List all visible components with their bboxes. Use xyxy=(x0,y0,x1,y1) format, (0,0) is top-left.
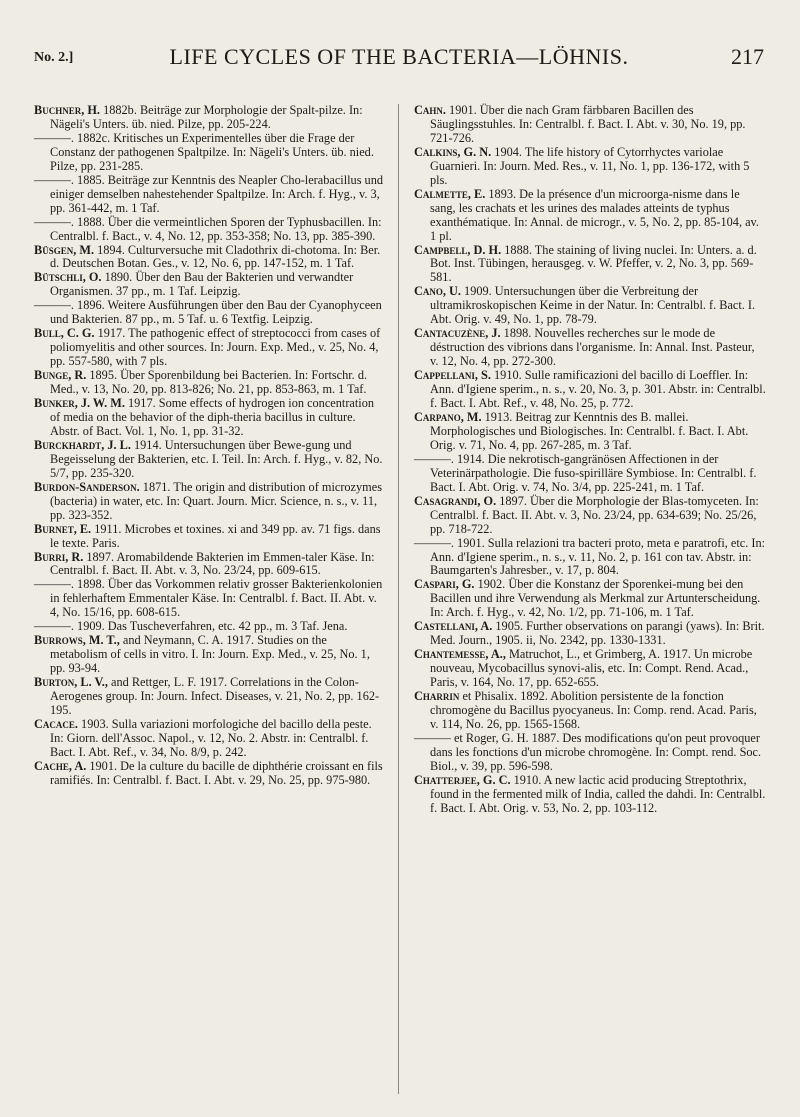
bibliography-entry xyxy=(34,174,384,216)
entry-text: 1917. Some effects of hydrogen ion concentration of media on the behavior of the diph-theria bacillus in culture. Abstr. of Bact. Vol. 1, No. 1, pp. 31-32. xyxy=(50,396,374,438)
running-title: LIFE CYCLES OF THE BACTERIA—LÖHNIS. xyxy=(169,44,629,69)
entry-text: 1911. Microbes et toxines. xi and 349 pp. av. 71 figs. dans le texte. Paris. xyxy=(50,521,381,550)
bibliography-entry xyxy=(414,495,766,537)
entry-author: Cache, A. xyxy=(34,758,87,773)
entry-text: ———. 1914. Die nekrotisch-gangränösen Affectionen in der Veterinärpathologie. Die fuso-spirilläre Symbiose. In: Centralbl. f. Bact. I. Abt. Orig. v. 74, No. 3/4, pp. 225-241, m. 1 Taf. xyxy=(414,451,757,494)
entry-author: Bull, C. G. xyxy=(34,326,95,341)
entry-author: Bunker, J. W. M. xyxy=(34,396,125,411)
bibliography-entry xyxy=(414,453,766,495)
bibliography-entry xyxy=(34,481,384,523)
entry-text: ———. 1885. Beiträge zur Kenntnis des Neapler Cho-lerabacillus und einiger demselben nahestehender Spaltpilze. In: Arch. f. Hyg., v. 3, pp. 361-442, m. 1 Taf. xyxy=(34,172,384,215)
entry-text: 1895. Über Sporenbildung bei Bacterien. In: Fortschr. d. Med., v. 13, No. 20, pp. 813-826; No. 21, pp. 853-863, m. 1 Taf. xyxy=(50,368,368,397)
entry-text: 1894. Culturversuche mit Cladothrix di-chotoma. In: Ber. d. Deutschen Botan. Ges., v. 12, No. 6, pp. 147-152, m. 1 Taf. xyxy=(50,242,381,271)
entry-text: 1898. Nouvelles recherches sur le mode de déstruction des vibrions dans l'organisme. In: Annal. Inst. Pasteur, v. 12, No. 4, pp. 272-300. xyxy=(430,326,755,369)
bibliography-entry xyxy=(34,620,384,634)
entry-author: Bunge, R. xyxy=(34,368,87,383)
bibliography-entry xyxy=(414,774,766,816)
entry-author: Cacace. xyxy=(34,716,78,731)
bibliography-entry xyxy=(34,551,384,579)
bibliography-entry xyxy=(414,537,766,579)
bibliography-entry xyxy=(34,327,384,369)
bibliography-entry xyxy=(414,578,766,620)
bibliography-entry xyxy=(34,676,384,718)
entry-author: Calmette, E. xyxy=(414,186,486,201)
bibliography-entry xyxy=(34,523,384,551)
bibliography-entry xyxy=(34,760,384,788)
entry-text: ———. 1882c. Kritisches un Experimentelles über die Frage der Constanz der pathogenen Spaltpilze. In: Nägeli's Unters. üb. nied. Pilze, pp. 231-285. xyxy=(34,130,374,173)
entry-text: 1890. Über den Bau der Bakterien und verwandter Organismen. 37 pp., m. 1 Taf. Leipzig. xyxy=(50,270,354,299)
entry-author: Chantemesse, A., xyxy=(414,647,506,662)
entry-text: 1901. Über die nach Gram färbbaren Bacillen des Säuglingsstuhles. In: Centralbl. f. Bact. I. Abt. v. 30, No. 19, pp. 721-726. xyxy=(430,103,746,145)
bibliography-entry xyxy=(414,369,766,411)
issue-number: No. 2.] xyxy=(34,50,74,65)
entry-author: Casagrandi, O. xyxy=(414,493,497,508)
column-divider xyxy=(398,104,399,1094)
entry-text: 1905. Further observations on parangi (yaws). In: Brit. Med. Journ., 1905. ii, No. 2342, pp. 1330-1331. xyxy=(430,619,765,648)
entry-author: Burton, L. V., xyxy=(34,675,108,690)
entry-text: and Neymann, C. A. 1917. Studies on the metabolism of cells in vitro. I. In: Journ. Exp. Med., v. 25, No. 1, pp. 93-94. xyxy=(50,633,370,676)
entry-text: ———. 1898. Über das Vorkommen relativ grosser Bakterienkolonien in fehlerhaftem Emmentaler Käse. In: Centralbl. f. Bact. II. Abt. v. 4, No. 15/16, pp. 608-615. xyxy=(34,577,383,620)
entry-author: Buchner, H. xyxy=(34,103,100,117)
entry-text: and Rettger, L. F. 1917. Correlations in the Colon-Aerogenes group. In: Journ. Infect. Diseases, v. 21, No. 2, pp. 162-195. xyxy=(50,675,380,717)
bibliography-entry xyxy=(414,285,766,327)
entry-text: ——— et Roger, G. H. 1887. Des modifications qu'on peut provoquer dans les fonctions d'un microbe chromogène. In: Compt. rend. Soc. Biol., v. 39, pp. 596-598. xyxy=(414,730,762,773)
entry-text: 1909. Untersuchungen über die Verbreitung der ultramikroskopischen Keime in der Natur. In: Centralbl. f. Bact. I. Abt. Orig. v. 49, No. 1, pp. 78-79. xyxy=(430,284,756,327)
entry-author: Carpano, M. xyxy=(414,409,482,424)
bibliography-entry xyxy=(34,132,384,174)
bibliography-entry xyxy=(414,732,766,774)
entry-text: ———. 1896. Weitere Ausführungen über den Bau der Cyanophyceen und Bakterien. 87 pp., m. 5 Taf. u. 6 Textfig. Leipzig. xyxy=(34,298,382,327)
entry-author: Bütschli, O. xyxy=(34,270,102,285)
bibliography-entry xyxy=(414,648,766,690)
entry-text: Matruchot, L., et Grimberg, A. 1917. Un microbe nouveau, Mycobacillus synovi-alis, etc. In: Compt. Rend. Acad., Paris, v. 164, No. 17, pp. 652-655. xyxy=(430,647,753,690)
bibliography-entry xyxy=(34,439,384,481)
entry-author: Charrin xyxy=(414,689,460,704)
entry-text: ———. 1909. Das Tuscheverfahren, etc. 42 pp., m. 3 Taf. Jena. xyxy=(34,619,348,634)
entry-author: Cappellani, S. xyxy=(414,368,491,383)
bibliography-entry xyxy=(34,104,384,132)
entry-author: Cantacuzène, J. xyxy=(414,326,501,341)
entry-text: 1913. Beitrag zur Kenntnis des B. mallei. Morphologisches und Biologisches. In: Centralbl. f. Bact. I. Abt. Orig. v. 71, No. 4, pp. 267-285, m. 3 Taf. xyxy=(430,409,749,452)
entry-author: Chatterjee, G. C. xyxy=(414,772,511,787)
entry-text: 1914. Untersuchungen über Bewe-gung und Begeisselung der Bakterien, etc. I. Teil. In: Arch. f. Hyg., v. 82, No. 5/7, pp. 235-320. xyxy=(50,437,383,480)
bibliography-entry xyxy=(414,104,766,146)
entry-author: Caspari, G. xyxy=(414,577,475,592)
entry-author: Burdon-Sanderson. xyxy=(34,479,140,494)
entry-text: et Phisalix. 1892. Abolition persistente de la fonction chromogène du Bacillus pyocyaneus. In: Comp. rend. Acad. Paris, v. 114, No. 26, pp. 1565-1568. xyxy=(430,689,757,731)
entry-text: 1917. The pathogenic effect of streptococci from cases of poliomyelitis and other sources. In: Journ. Exp. Med., v. 25, No. 4, pp. 557-580, with 7 pls. xyxy=(50,326,381,369)
bibliography-entry xyxy=(414,188,766,244)
bibliography-entry xyxy=(414,411,766,453)
entry-text: 1882b. Beiträge zur Morphologie der Spalt-pilze. In: Nägeli's Unters. üb. nied. Pilze, pp. 205-224. xyxy=(50,103,363,131)
entry-author: Büsgen, M. xyxy=(34,242,95,257)
entry-author: Burnet, E. xyxy=(34,521,92,536)
entry-author: Burrows, M. T., xyxy=(34,633,120,648)
entry-author: Campbell, D. H. xyxy=(414,242,502,257)
bibliography-entry xyxy=(34,271,384,299)
right-column xyxy=(414,104,766,816)
bibliography-entry xyxy=(34,634,384,676)
entry-text: 1903. Sulla variazioni morfologiche del bacillo della peste. In: Giorn. dell'Assoc. Napol., v. 12, No. 2. Abstr. in: Centralbl. f. Bact. I. Abt. Ref., v. 34, No. 8/9, p. 242. xyxy=(50,716,372,759)
left-column xyxy=(34,104,384,788)
bibliography-entry xyxy=(34,397,384,439)
bibliography-entry xyxy=(34,244,384,272)
entry-author: Burckhardt, J. L. xyxy=(34,437,131,452)
entry-author: Cano, U. xyxy=(414,284,461,299)
entry-text: 1893. De la présence d'un microorga-nisme dans le sang, les crachats et les urines des malades atteints de typhus exanthématique. In: Annal. de microgr., v. 5, No. 2, pp. 85-104, av. 1 pl. xyxy=(430,186,759,243)
running-header xyxy=(34,44,764,84)
entry-text: 1910. A new lactic acid producing Streptothrix, found in the fermented milk of India, called the dahdi. In: Centralbl. f. Bact. I. Abt. Orig. v. 53, No. 2, pp. 103-112. xyxy=(430,772,766,815)
entry-text: ———. 1901. Sulla relazioni tra bacteri proto, meta e paratrofi, etc. In: Ann. d'Igiene sperim., n. s., v. 11, No. 2, p. 161 con tav. Abstr. in: Baumgarten's Jahresber., v. 17, p. 804. xyxy=(414,535,766,578)
bibliography-entry xyxy=(34,369,384,397)
page-number: 217 xyxy=(731,44,764,69)
entry-author: Burri, R. xyxy=(34,549,84,564)
entry-author: Cahn. xyxy=(414,103,446,117)
bibliography-entry xyxy=(414,690,766,732)
entry-text: ———. 1888. Über die vermeintlichen Sporen der Typhusbacillen. In: Centralbl. f. Bact., v. 4, No. 12, pp. 353-358; No. 13, pp. 385-390. xyxy=(34,214,382,243)
entry-author: Calkins, G. N. xyxy=(414,144,492,159)
entry-text: 1897. Aromabildende Bakterien im Emmen-taler Käse. In: Centralbl. f. Bact. II. Abt. v. 3, No. 23/24, pp. 609-615. xyxy=(50,549,375,578)
entry-text: 1910. Sulle ramificazioni del bacillo di Loeffler. In: Ann. d'Igiene sperim., n. s., v. 20, No. 3, p. 301. Abstr. in: Centralbl. f. Bact. I. Abt. Ref., v. 48, No. 25, p. 772. xyxy=(430,368,766,411)
entry-author: Castellani, A. xyxy=(414,619,493,634)
bibliography-entry xyxy=(34,216,384,244)
entry-text: 1901. De la culture du bacille de diphthérie croissant en fils ramifiés. In: Centralbl. f. Bact. I. Abt. v. 29, No. 25, pp. 975-980. xyxy=(50,758,383,787)
bibliography-entry xyxy=(414,327,766,369)
entry-text: 1904. The life history of Cytorrhyctes variolae Guarnieri. In: Journ. Med. Res., v. 11, No. 1, pp. 136-172, with 5 pls. xyxy=(430,144,750,187)
bibliography-entry xyxy=(414,244,766,286)
entry-text: 1897. Über die Morphologie der Blas-tomyceten. In: Centralbl. f. Bact. II. Abt. v. 3, No. 23/24, pp. 634-639; No. 25/26, pp. 718-722. xyxy=(430,493,759,536)
entry-text: 1902. Über die Konstanz der Sporenkei-mung bei den Bacillen und ihre Verwendung als Merkmal zur Artunterscheidung. In: Arch. f. Hyg., v. 42, No. 1/2, pp. 71-106, m. 1 Taf. xyxy=(430,577,761,620)
entry-text: 1871. The origin and distribution of microzymes (bacteria) in water, etc. In: Quart. Journ. Micr. Science, n. s., v. 11, pp. 323-352. xyxy=(50,479,382,522)
bibliography-entry xyxy=(414,620,766,648)
entry-text: 1888. The staining of living nuclei. In: Unters. a. d. Bot. Inst. Tübingen, herausgeg. v. W. Pfeffer, v. 2, No. 3, pp. 569-581. xyxy=(430,242,757,285)
bibliography-entry xyxy=(34,718,384,760)
bibliography-entry xyxy=(414,146,766,188)
bibliography-entry xyxy=(34,578,384,620)
bibliography-entry xyxy=(34,299,384,327)
